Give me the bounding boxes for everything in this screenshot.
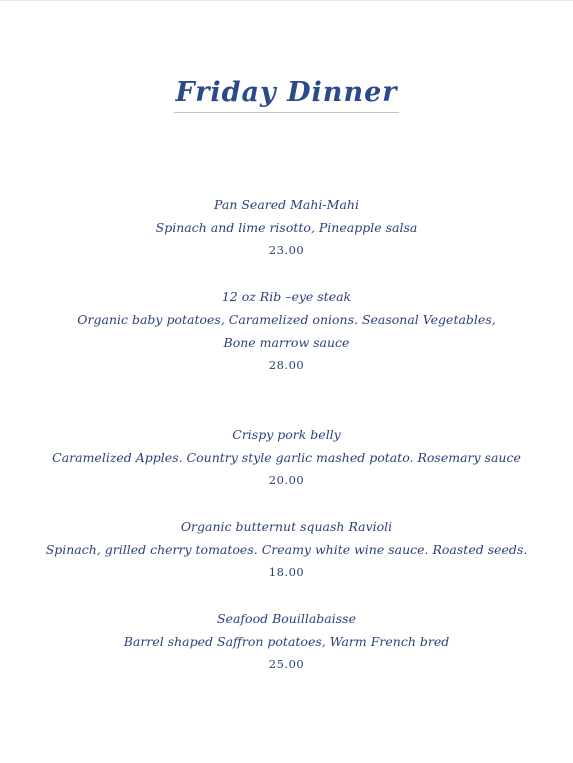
dish-price: 20.00 <box>268 473 305 487</box>
dish-description: Caramelized Apples. Country style garlic mashed potato. Rosemary sauce <box>52 450 521 465</box>
dish-name: Organic butternut squash Ravioli <box>180 519 393 534</box>
title-container <box>0 76 573 113</box>
menu-item-ravioli <box>0 515 573 584</box>
dish-name: Pan Seared Mahi-Mahi <box>214 197 359 212</box>
dish-description: Organic baby potatoes, Caramelized onions. Seasonal Vegetables, <box>77 312 496 327</box>
menu-title: Friday Dinner <box>174 76 400 113</box>
dish-price: 25.00 <box>268 657 305 671</box>
dish-price: 28.00 <box>268 358 305 372</box>
dish-description: Bone marrow sauce <box>223 335 350 350</box>
menu-item-rib-eye <box>0 285 573 377</box>
menu-item-mahi-mahi <box>0 193 573 262</box>
dish-price: 23.00 <box>268 243 305 257</box>
menu-item-pork-belly <box>0 423 573 492</box>
dish-name: Seafood Bouillabaisse <box>217 611 356 626</box>
menu-item-bouillabaisse <box>0 607 573 676</box>
dish-description: Barrel shaped Saffron potatoes, Warm French bred <box>123 634 450 649</box>
dish-name: 12 oz Rib –eye steak <box>221 289 352 304</box>
dish-description: Spinach and lime risotto, Pineapple salsa <box>155 220 418 235</box>
dish-description: Spinach, grilled cherry tomatoes. Creamy white wine sauce. Roasted seeds. <box>45 542 528 557</box>
dish-name: Crispy pork belly <box>232 427 341 442</box>
page-top-border <box>0 0 573 1</box>
dish-price: 18.00 <box>268 565 305 579</box>
